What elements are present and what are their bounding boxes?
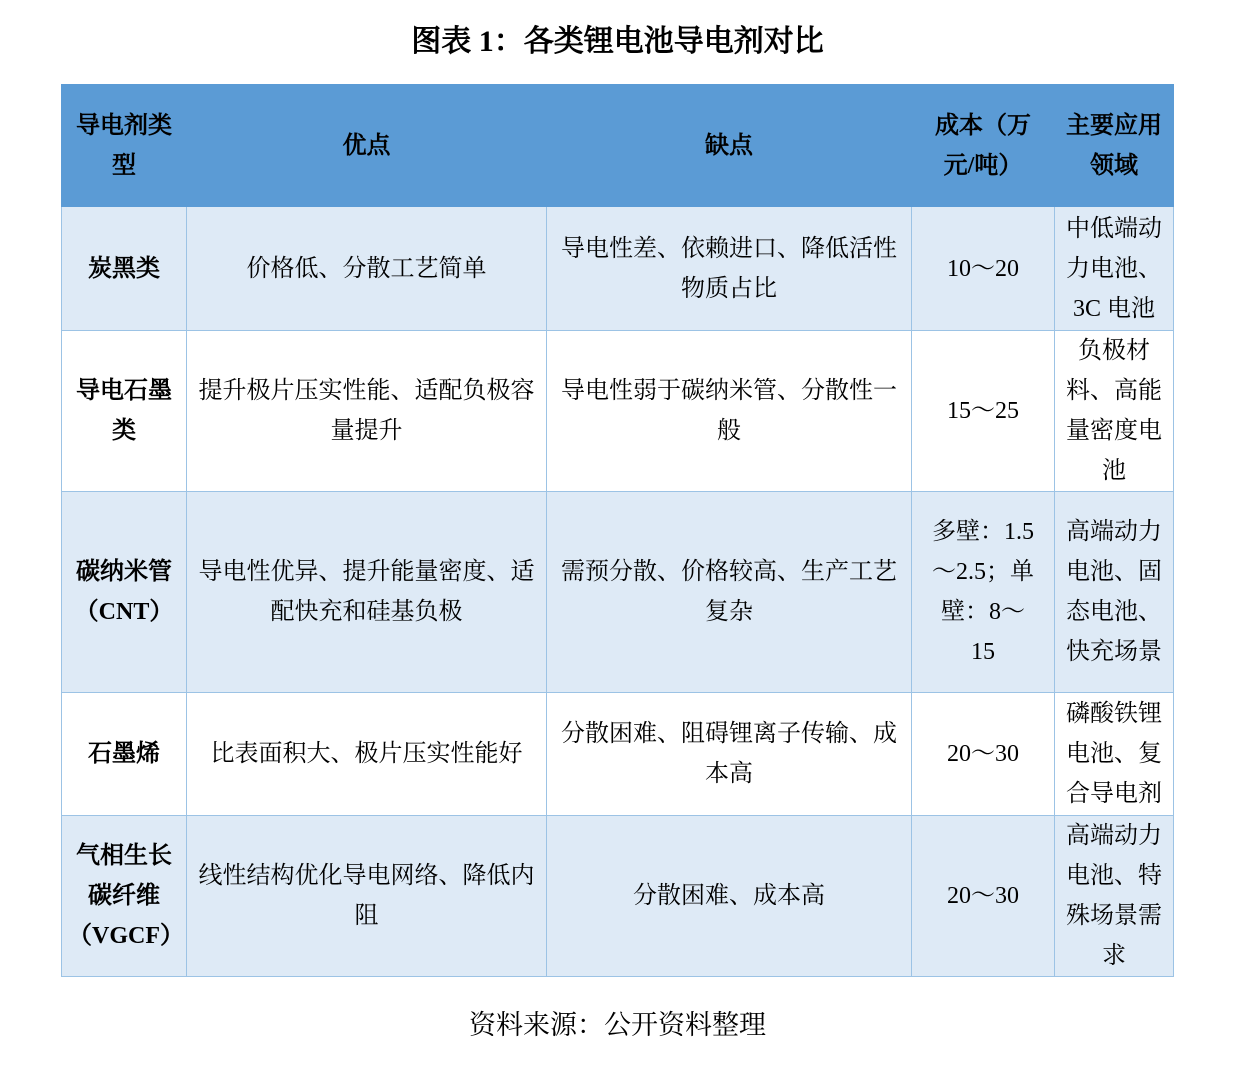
conductive-agent-comparison-table [61,84,1174,977]
header-agent-type: 导电剂类型 [62,85,187,207]
cell-cons: 导电性弱于碳纳米管、分散性一般 [547,331,912,492]
cell-pros: 价格低、分散工艺简单 [187,207,547,331]
header-applications: 主要应用领域 [1055,85,1174,207]
cell-applications: 负极材料、高能量密度电池 [1055,331,1174,492]
cell-type: 导电石墨类 [62,331,187,492]
cell-pros: 导电性优异、提升能量密度、适配快充和硅基负极 [187,492,547,693]
cell-applications: 高端动力电池、特殊场景需求 [1055,816,1174,977]
table-row-graphene [62,693,1174,816]
cell-cost: 10～20 [912,207,1055,331]
table-row-cnt [62,492,1174,693]
table-row-carbon-black [62,207,1174,331]
cell-cost: 15～25 [912,331,1055,492]
cell-applications: 中低端动力电池、3C 电池 [1055,207,1174,331]
cell-cost: 20～30 [912,816,1055,977]
header-row [62,85,1174,207]
cell-pros: 比表面积大、极片压实性能好 [187,693,547,816]
cell-cons: 需预分散、价格较高、生产工艺复杂 [547,492,912,693]
cell-applications: 磷酸铁锂电池、复合导电剂 [1055,693,1174,816]
header-cons: 缺点 [547,85,912,207]
cell-cons: 分散困难、成本高 [547,816,912,977]
cell-type: 碳纳米管（CNT） [62,492,187,693]
table-row-conductive-graphite [62,331,1174,492]
cell-applications: 高端动力电池、固态电池、快充场景 [1055,492,1174,693]
cell-cost: 多壁：1.5～2.5；单壁：8～15 [912,492,1055,693]
table-row-vgcf [62,816,1174,977]
cell-type: 气相生长碳纤维（VGCF） [62,816,187,977]
cell-type: 石墨烯 [62,693,187,816]
cell-type: 炭黑类 [62,207,187,331]
source-note: 资料来源：公开资料整理 [469,1010,766,1040]
chart-title: 图表 1：各类锂电池导电剂对比 [411,25,824,58]
cell-cons: 分散困难、阻碍锂离子传输、成本高 [547,693,912,816]
cell-cons: 导电性差、依赖进口、降低活性物质占比 [547,207,912,331]
cell-pros: 提升极片压实性能、适配负极容量提升 [187,331,547,492]
header-pros: 优点 [187,85,547,207]
header-cost: 成本（万元/吨） [912,85,1055,207]
cell-cost: 20～30 [912,693,1055,816]
cell-pros: 线性结构优化导电网络、降低内阻 [187,816,547,977]
